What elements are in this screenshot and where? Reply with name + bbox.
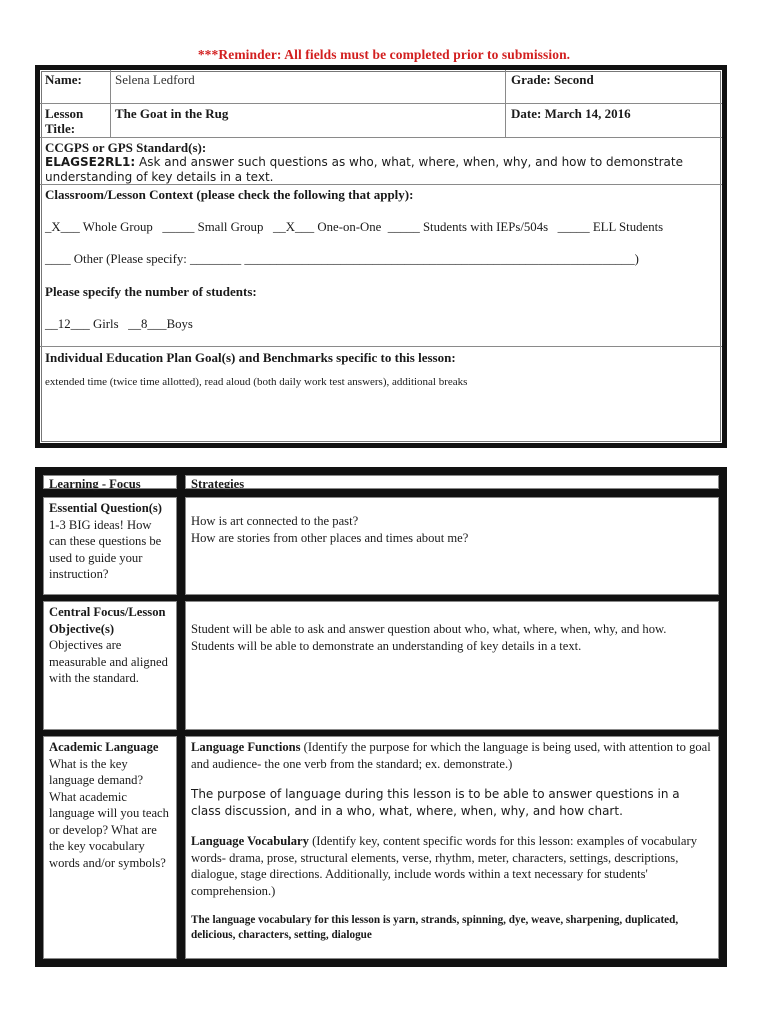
iep-text[interactable]: extended time (twice time allotted), read aloud (both daily work test answers), additional breaks <box>45 376 468 388</box>
objective-2: Students will be able to demonstrate an understanding of key details in a text. <box>191 638 582 653</box>
essential-questions-label: Essential Question(s) <box>49 501 163 515</box>
essential-questions-desc: 1-3 BIG ideas! How can these questions be used to guide your instruction? <box>49 517 162 581</box>
academic-language-label-cell <box>39 732 181 963</box>
standard-text[interactable] <box>45 155 717 185</box>
students-count-label: Please specify the number of students: <box>45 284 257 299</box>
lesson-label-line2: Title: <box>45 121 76 136</box>
name-field[interactable]: Selena Ledford <box>115 72 195 87</box>
academic-language-content[interactable] <box>181 732 723 963</box>
lesson-title-label <box>40 104 110 137</box>
students-count-field[interactable]: __12___ Girls __8___Boys <box>45 317 193 331</box>
lesson-info-form <box>35 65 727 448</box>
academic-language-label: Academic Language <box>49 740 159 754</box>
academic-language-desc: What is the key language demand? What academic language will you teach or develop? What are the key vocabulary words and/or symbols? <box>49 756 169 870</box>
lesson-label-line1: Lesson <box>45 106 84 121</box>
context-label: Classroom/Lesson Context (please check the following that apply): <box>45 187 414 202</box>
name-label: Name: <box>45 72 82 87</box>
language-vocabulary-label: Language Vocabulary <box>191 834 309 848</box>
objectives-label-cell <box>39 597 181 734</box>
iep-row <box>40 347 722 443</box>
context-options[interactable]: _X___ Whole Group _____ Small Group __X___ One-on-One _____ Students with IEPs/504s _____ ELL Students <box>45 220 664 234</box>
language-functions-label: Language Functions <box>191 740 301 754</box>
objectives-label: Central Focus/Lesson Objective(s) <box>49 605 166 636</box>
submission-reminder: ***Reminder: All fields must be completed prior to submission. <box>197 47 571 62</box>
lesson-title-row <box>40 104 722 138</box>
essential-questions-label-cell <box>39 493 181 599</box>
col-header-learning-focus: Learning - Focus <box>39 471 181 493</box>
learning-focus-table <box>35 467 727 967</box>
iep-label: Individual Education Plan Goal(s) and Benchmarks specific to this lesson: <box>45 350 456 365</box>
name-row <box>40 70 722 104</box>
context-other[interactable]: ____ Other (Please specify: ________ _____________________________________________________________) <box>45 252 639 266</box>
grade-field[interactable]: Grade: Second <box>511 72 594 87</box>
language-purpose-text: The purpose of language during this lesson is to be able to answer questions in a class discussion, and in a who, what, where, when, why, and how chart. <box>191 787 680 818</box>
standard-text-line1: Ask and answer such questions as who, what, where, when, why, and how to demonstrate <box>135 155 683 169</box>
language-functions-text: (Identify the purpose for which the language is being used, with attention to goal and audience- the one verb from the standard; ex. demonstrate.) <box>191 740 711 771</box>
objective-1: Student will be able to ask and answer question about who, what, where, when, why, and how. <box>191 622 667 636</box>
standard-text-line2: understanding of key details in a text. <box>45 170 274 184</box>
date-field[interactable]: Date: March 14, 2016 <box>511 106 631 121</box>
essential-questions-content[interactable] <box>181 493 723 599</box>
standard-row <box>40 138 722 185</box>
essential-question-1: How is art connected to the past? <box>191 514 359 528</box>
standard-label: CCGPS or GPS Standard(s): <box>45 140 207 155</box>
objectives-content[interactable] <box>181 597 723 734</box>
language-vocabulary-text: (Identify key, content specific words for this lesson: examples of vocabulary words- drama, prose, structural elements, verse, rhythm, meter, characters, settings, descriptions, dialogue, stage directions. Additionally, include words within a text necessary for students' comprehension.) <box>191 834 697 898</box>
essential-question-2: How are stories from other places and times about me? <box>191 530 469 545</box>
objectives-desc: Objectives are measurable and aligned with the standard. <box>49 638 168 685</box>
col-header-strategies: Strategies <box>181 471 723 493</box>
context-row <box>40 185 722 347</box>
vocabulary-answer: The language vocabulary for this lesson is yarn, strands, spinning, dye, weave, sharpening, duplicated, delicious, characters, setting, dialogue <box>191 914 679 941</box>
standard-code: ELAGSE2RL1: <box>45 155 136 169</box>
lesson-title-field[interactable]: The Goat in the Rug <box>115 106 229 121</box>
